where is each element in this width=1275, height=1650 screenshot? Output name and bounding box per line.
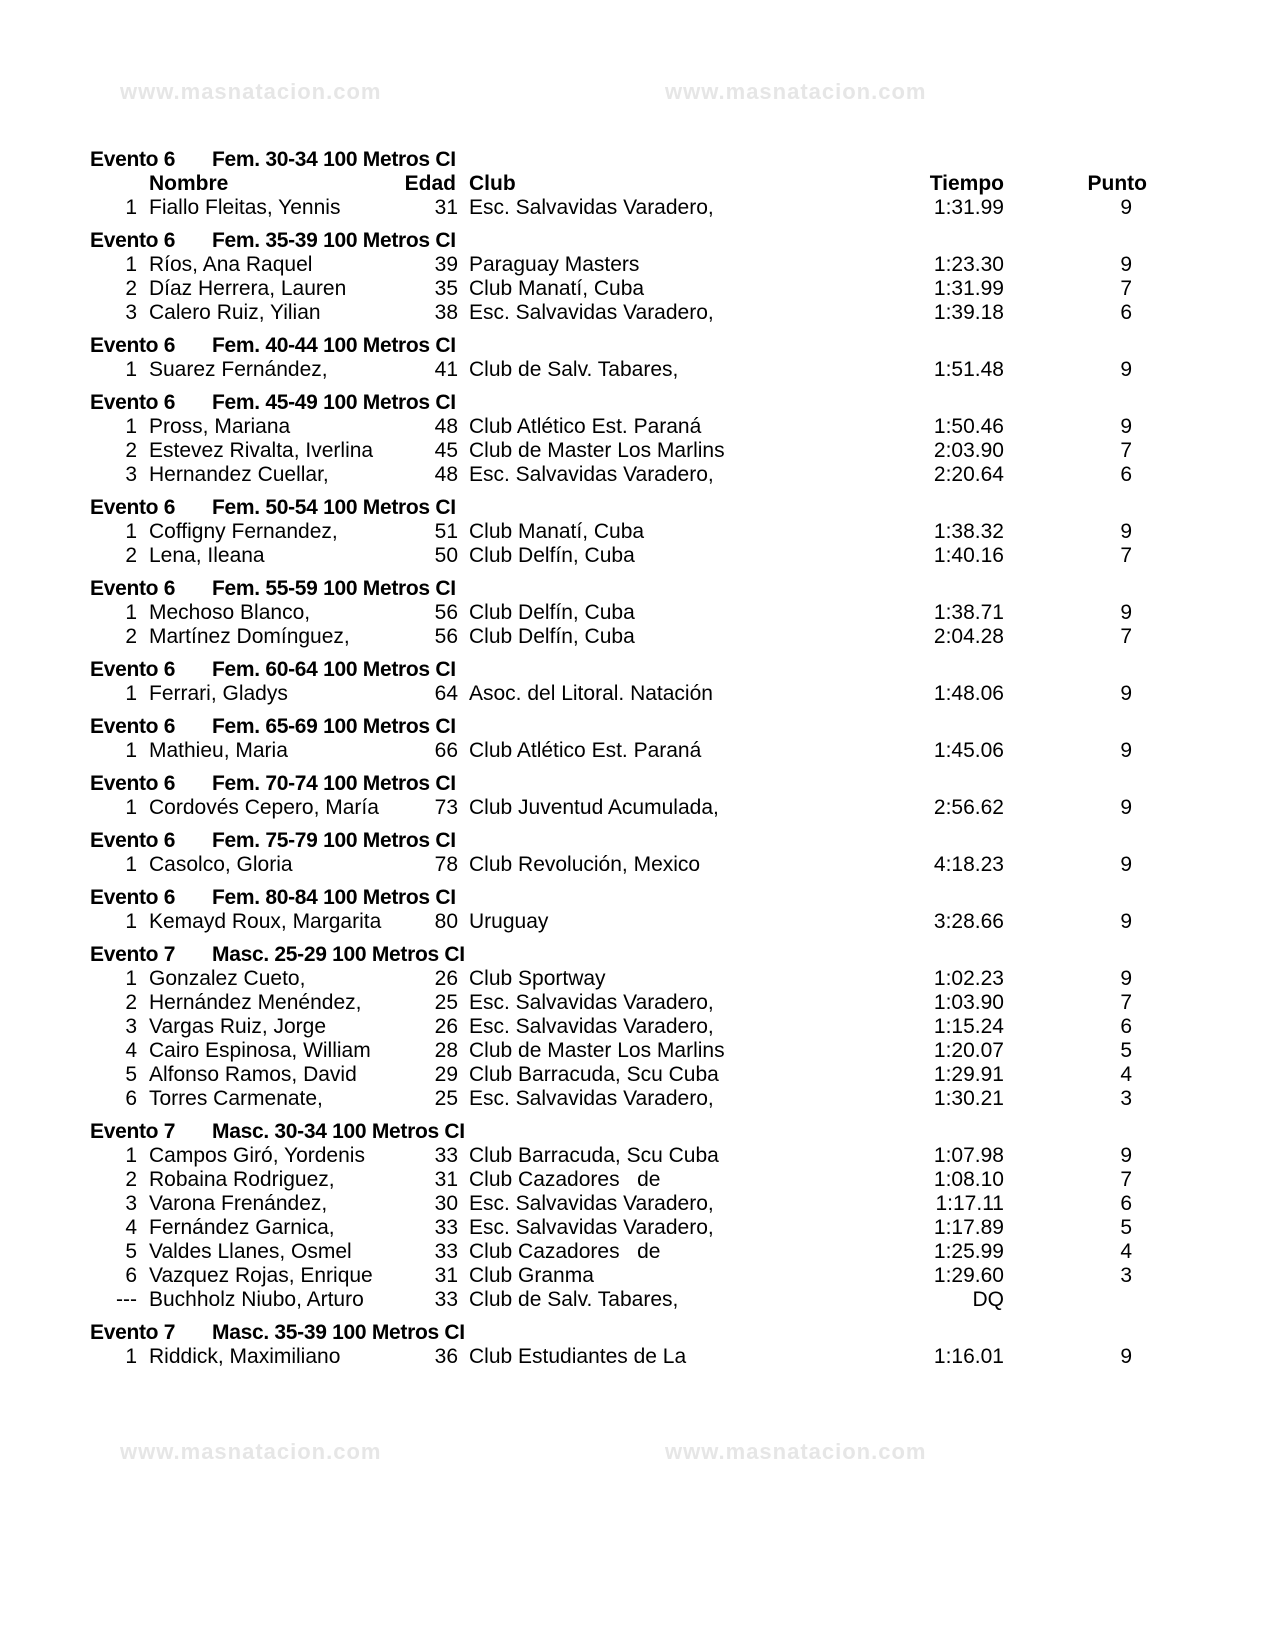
event-section	[90, 148, 1170, 220]
swimmer-name: Díaz Herrera, Lauren	[149, 277, 347, 300]
points: 5	[1120, 1039, 1132, 1062]
watermark: www.masnatacion.com	[665, 1439, 927, 1464]
result-row	[90, 1216, 1170, 1240]
age: 80	[434, 910, 458, 933]
result-row	[90, 991, 1170, 1015]
place: 6	[125, 1264, 137, 1287]
result-row	[90, 196, 1170, 220]
swimmer-name: Cordovés Cepero, María	[149, 796, 379, 819]
watermark: www.masnatacion.com	[120, 79, 382, 104]
points: 9	[1120, 253, 1132, 276]
event-section	[90, 391, 1170, 487]
time: 1:31.99	[933, 196, 1004, 219]
swimmer-name: Suarez Fernández,	[149, 358, 328, 381]
age: 29	[434, 1063, 458, 1086]
event-section	[90, 1321, 1170, 1369]
club: Club Granma	[469, 1264, 594, 1287]
time: 1:17.11	[935, 1192, 1004, 1215]
place: 1	[125, 1144, 137, 1167]
event-title: Fem. 60-64 100 Metros CI	[212, 658, 456, 681]
event-header	[90, 148, 1170, 172]
results-document	[90, 148, 1170, 1378]
swimmer-name: Gonzalez Cueto,	[149, 967, 306, 990]
event-section	[90, 715, 1170, 763]
result-row	[90, 301, 1170, 325]
event-number: Evento 7	[90, 943, 176, 966]
place: 2	[125, 544, 137, 567]
points: 9	[1120, 601, 1132, 624]
event-section	[90, 229, 1170, 325]
event-number: Evento 6	[90, 715, 176, 738]
result-row	[90, 544, 1170, 568]
event-title: Fem. 55-59 100 Metros CI	[212, 577, 456, 600]
result-row	[90, 682, 1170, 706]
place: 1	[125, 739, 137, 762]
age: 31	[434, 1168, 458, 1191]
time: 1:17.89	[933, 1216, 1004, 1239]
swimmer-name: Fiallo Fleitas, Yennis	[149, 196, 341, 219]
age: 50	[434, 544, 458, 567]
event-header	[90, 829, 1170, 853]
place: 4	[125, 1216, 137, 1239]
place: 1	[125, 520, 137, 543]
event-number: Evento 6	[90, 334, 176, 357]
event-title: Fem. 70-74 100 Metros CI	[212, 772, 456, 795]
place: 4	[125, 1039, 137, 1062]
points: 9	[1120, 520, 1132, 543]
swimmer-name: Buchholz Niubo, Arturo	[149, 1288, 364, 1311]
event-title: Fem. 40-44 100 Metros CI	[212, 334, 456, 357]
club: Club de Salv. Tabares,	[469, 1288, 679, 1311]
swimmer-name: Coffigny Fernandez,	[149, 520, 338, 543]
age: 38	[434, 301, 458, 324]
club: Club Revolución, Mexico	[469, 853, 701, 876]
place: 1	[125, 1345, 137, 1368]
event-header	[90, 943, 1170, 967]
age: 41	[434, 358, 458, 381]
age: 73	[434, 796, 458, 819]
time: 1:02.23	[933, 967, 1004, 990]
swimmer-name: Vazquez Rojas, Enrique	[149, 1264, 373, 1287]
result-row	[90, 1264, 1170, 1288]
event-title: Fem. 50-54 100 Metros CI	[212, 496, 456, 519]
place: 6	[125, 1087, 137, 1110]
time: 1:15.24	[933, 1015, 1004, 1038]
place: 1	[125, 853, 137, 876]
time: 2:20.64	[933, 463, 1004, 486]
swimmer-name: Mathieu, Maria	[149, 739, 288, 762]
result-row	[90, 1345, 1170, 1369]
points: 4	[1120, 1240, 1132, 1263]
points: 9	[1120, 1144, 1132, 1167]
time: 4:18.23	[933, 853, 1004, 876]
result-row	[90, 1063, 1170, 1087]
event-section	[90, 829, 1170, 877]
swimmer-name: Ríos, Ana Raquel	[149, 253, 313, 276]
time: 2:56.62	[933, 796, 1004, 819]
points: 9	[1120, 796, 1132, 819]
event-header	[90, 658, 1170, 682]
age: 45	[434, 439, 458, 462]
club: Esc. Salvavidas Varadero,	[469, 1216, 714, 1239]
points: 5	[1120, 1216, 1132, 1239]
column-headers	[90, 172, 1170, 196]
club: Club de Master Los Marlins	[469, 1039, 725, 1062]
event-number: Evento 6	[90, 658, 176, 681]
event-header	[90, 391, 1170, 415]
result-row	[90, 1168, 1170, 1192]
result-row	[90, 253, 1170, 277]
place: 2	[125, 1168, 137, 1191]
club: Club Delfín, Cuba	[469, 601, 635, 624]
place: 3	[125, 301, 137, 324]
place: 1	[125, 358, 137, 381]
age: 48	[434, 415, 458, 438]
time: DQ	[972, 1288, 1004, 1311]
event-header	[90, 577, 1170, 601]
place: 2	[125, 439, 137, 462]
points: 7	[1120, 625, 1132, 648]
event-header	[90, 496, 1170, 520]
club: Asoc. del Litoral. Natación	[469, 682, 713, 705]
place: 5	[125, 1063, 137, 1086]
result-row	[90, 1039, 1170, 1063]
points: 7	[1120, 277, 1132, 300]
time: 1:29.60	[933, 1264, 1004, 1287]
club: Paraguay Masters	[469, 253, 640, 276]
club: Club de Master Los Marlins	[469, 439, 725, 462]
age: 36	[434, 1345, 458, 1368]
points: 9	[1120, 967, 1132, 990]
event-header	[90, 1321, 1170, 1345]
swimmer-name: Varona Frenández,	[149, 1192, 328, 1215]
points: 7	[1120, 544, 1132, 567]
time: 1:45.06	[933, 739, 1004, 762]
points: 7	[1120, 991, 1132, 1014]
club: Esc. Salvavidas Varadero,	[469, 463, 714, 486]
club: Club Atlético Est. Paraná	[469, 415, 702, 438]
swimmer-name: Torres Carmenate,	[149, 1087, 323, 1110]
event-number: Evento 6	[90, 391, 176, 414]
result-row	[90, 796, 1170, 820]
place: 1	[125, 796, 137, 819]
club: Club Barracuda, Scu Cuba	[469, 1063, 719, 1086]
event-section	[90, 886, 1170, 934]
watermark: www.masnatacion.com	[120, 1439, 382, 1464]
result-row	[90, 520, 1170, 544]
club: Esc. Salvavidas Varadero,	[469, 1087, 714, 1110]
age: 56	[434, 625, 458, 648]
points: 9	[1120, 1345, 1132, 1368]
event-title: Fem. 80-84 100 Metros CI	[212, 886, 456, 909]
swimmer-name: Casolco, Gloria	[149, 853, 293, 876]
event-number: Evento 7	[90, 1120, 176, 1143]
time: 1:23.30	[933, 253, 1004, 276]
age: 28	[434, 1039, 458, 1062]
event-number: Evento 6	[90, 148, 176, 171]
time: 1:29.91	[933, 1063, 1004, 1086]
club: Club Cazadores de	[469, 1168, 661, 1191]
club: Club Manatí, Cuba	[469, 520, 645, 543]
swimmer-name: Martínez Domínguez,	[149, 625, 350, 648]
event-title: Fem. 30-34 100 Metros CI	[212, 148, 456, 171]
result-row	[90, 601, 1170, 625]
age: 48	[434, 463, 458, 486]
event-section	[90, 334, 1170, 382]
place: 1	[125, 967, 137, 990]
place: 5	[125, 1240, 137, 1263]
swimmer-name: Campos Giró, Yordenis	[149, 1144, 365, 1167]
age: 51	[434, 520, 458, 543]
swimmer-name: Pross, Mariana	[149, 415, 291, 438]
time: 3:28.66	[933, 910, 1004, 933]
place: 3	[125, 1015, 137, 1038]
club: Club Manatí, Cuba	[469, 277, 645, 300]
place: 1	[125, 601, 137, 624]
club: Club Sportway	[469, 967, 606, 990]
place: 1	[125, 910, 137, 933]
result-row	[90, 439, 1170, 463]
result-row	[90, 1288, 1170, 1312]
event-header	[90, 229, 1170, 253]
swimmer-name: Calero Ruiz, Yilian	[149, 301, 321, 324]
event-title: Masc. 35-39 100 Metros CI	[212, 1321, 465, 1344]
result-row	[90, 415, 1170, 439]
event-header	[90, 334, 1170, 358]
points: 9	[1120, 853, 1132, 876]
place: 2	[125, 991, 137, 1014]
result-row	[90, 1144, 1170, 1168]
age: 25	[434, 1087, 458, 1110]
points: 4	[1120, 1063, 1132, 1086]
column-header-name: Nombre	[149, 172, 229, 195]
place: 1	[125, 253, 137, 276]
place: 2	[125, 277, 137, 300]
age: 31	[434, 1264, 458, 1287]
event-number: Evento 6	[90, 829, 176, 852]
club: Club Delfín, Cuba	[469, 544, 635, 567]
age: 64	[434, 682, 458, 705]
event-number: Evento 7	[90, 1321, 176, 1344]
points: 9	[1120, 415, 1132, 438]
event-section	[90, 577, 1170, 649]
place: 1	[125, 196, 137, 219]
club: Esc. Salvavidas Varadero,	[469, 1015, 714, 1038]
points: 3	[1120, 1087, 1132, 1110]
swimmer-name: Mechoso Blanco,	[149, 601, 311, 624]
event-section	[90, 658, 1170, 706]
column-header-age: Edad	[404, 172, 456, 195]
points: 6	[1120, 463, 1132, 486]
time: 1:39.18	[933, 301, 1004, 324]
points: 6	[1120, 301, 1132, 324]
time: 1:51.48	[933, 358, 1004, 381]
age: 35	[434, 277, 458, 300]
age: 39	[434, 253, 458, 276]
points: 9	[1120, 196, 1132, 219]
event-section	[90, 772, 1170, 820]
result-row	[90, 1015, 1170, 1039]
club: Esc. Salvavidas Varadero,	[469, 1192, 714, 1215]
age: 25	[434, 991, 458, 1014]
result-row	[90, 1192, 1170, 1216]
event-title: Masc. 25-29 100 Metros CI	[212, 943, 465, 966]
points: 9	[1120, 739, 1132, 762]
event-section	[90, 1120, 1170, 1312]
age: 30	[434, 1192, 458, 1215]
place: ---	[116, 1288, 137, 1311]
points: 3	[1120, 1264, 1132, 1287]
result-row	[90, 358, 1170, 382]
age: 26	[434, 967, 458, 990]
swimmer-name: Lena, Ileana	[149, 544, 265, 567]
club: Club Estudiantes de La	[469, 1345, 687, 1368]
result-row	[90, 277, 1170, 301]
swimmer-name: Hernández Menéndez,	[149, 991, 362, 1014]
club: Uruguay	[469, 910, 549, 933]
points: 9	[1120, 358, 1132, 381]
age: 33	[434, 1288, 458, 1311]
result-row	[90, 1087, 1170, 1111]
time: 1:03.90	[933, 991, 1004, 1014]
event-number: Evento 6	[90, 886, 176, 909]
points: 9	[1120, 910, 1132, 933]
result-row	[90, 967, 1170, 991]
age: 56	[434, 601, 458, 624]
place: 3	[125, 463, 137, 486]
club: Esc. Salvavidas Varadero,	[469, 196, 714, 219]
time: 1:20.07	[933, 1039, 1004, 1062]
swimmer-name: Vargas Ruiz, Jorge	[149, 1015, 327, 1038]
time: 1:31.99	[933, 277, 1004, 300]
age: 78	[434, 853, 458, 876]
swimmer-name: Valdes Llanes, Osmel	[149, 1240, 352, 1263]
event-title: Fem. 35-39 100 Metros CI	[212, 229, 456, 252]
event-title: Fem. 45-49 100 Metros CI	[212, 391, 456, 414]
result-row	[90, 910, 1170, 934]
result-row	[90, 739, 1170, 763]
event-number: Evento 6	[90, 772, 176, 795]
event-section	[90, 496, 1170, 568]
points: 9	[1120, 682, 1132, 705]
club: Esc. Salvavidas Varadero,	[469, 301, 714, 324]
time: 1:48.06	[933, 682, 1004, 705]
time: 2:03.90	[933, 439, 1004, 462]
column-header-club: Club	[469, 172, 516, 195]
club: Club Juventud Acumulada,	[469, 796, 719, 819]
result-row	[90, 463, 1170, 487]
time: 1:38.32	[933, 520, 1004, 543]
event-section	[90, 943, 1170, 1111]
age: 66	[434, 739, 458, 762]
swimmer-name: Robaina Rodriguez,	[149, 1168, 335, 1191]
event-header	[90, 772, 1170, 796]
event-header	[90, 886, 1170, 910]
time: 1:08.10	[933, 1168, 1004, 1191]
event-number: Evento 6	[90, 496, 176, 519]
time: 1:38.71	[933, 601, 1004, 624]
time: 1:50.46	[933, 415, 1004, 438]
club: Club Atlético Est. Paraná	[469, 739, 702, 762]
event-title: Masc. 30-34 100 Metros CI	[212, 1120, 465, 1143]
club: Club Cazadores de	[469, 1240, 661, 1263]
event-title: Fem. 75-79 100 Metros CI	[212, 829, 456, 852]
place: 1	[125, 682, 137, 705]
points: 7	[1120, 439, 1132, 462]
event-title: Fem. 65-69 100 Metros CI	[212, 715, 456, 738]
column-header-points: Punto	[1087, 172, 1147, 195]
time: 1:30.21	[933, 1087, 1004, 1110]
club: Club de Salv. Tabares,	[469, 358, 679, 381]
column-header-time: Tiempo	[929, 172, 1004, 195]
swimmer-name: Riddick, Maximiliano	[149, 1345, 341, 1368]
club: Esc. Salvavidas Varadero,	[469, 991, 714, 1014]
points: 6	[1120, 1015, 1132, 1038]
result-row	[90, 853, 1170, 877]
club: Club Barracuda, Scu Cuba	[469, 1144, 719, 1167]
watermark: www.masnatacion.com	[665, 79, 927, 104]
time: 2:04.28	[933, 625, 1004, 648]
result-row	[90, 625, 1170, 649]
age: 26	[434, 1015, 458, 1038]
swimmer-name: Ferrari, Gladys	[149, 682, 288, 705]
time: 1:25.99	[933, 1240, 1004, 1263]
result-row	[90, 1240, 1170, 1264]
points: 7	[1120, 1168, 1132, 1191]
swimmer-name: Fernández Garnica,	[149, 1216, 335, 1239]
event-number: Evento 6	[90, 229, 176, 252]
swimmer-name: Kemayd Roux, Margarita	[149, 910, 382, 933]
age: 31	[434, 196, 458, 219]
swimmer-name: Estevez Rivalta, Iverlina	[149, 439, 374, 462]
swimmer-name: Cairo Espinosa, William	[149, 1039, 371, 1062]
place: 1	[125, 415, 137, 438]
place: 2	[125, 625, 137, 648]
place: 3	[125, 1192, 137, 1215]
swimmer-name: Hernandez Cuellar,	[149, 463, 329, 486]
event-number: Evento 6	[90, 577, 176, 600]
age: 33	[434, 1144, 458, 1167]
time: 1:16.01	[933, 1345, 1004, 1368]
time: 1:40.16	[933, 544, 1004, 567]
age: 33	[434, 1216, 458, 1239]
club: Club Delfín, Cuba	[469, 625, 635, 648]
swimmer-name: Alfonso Ramos, David	[149, 1063, 357, 1086]
points: 6	[1120, 1192, 1132, 1215]
event-header	[90, 715, 1170, 739]
event-header	[90, 1120, 1170, 1144]
time: 1:07.98	[933, 1144, 1004, 1167]
age: 33	[434, 1240, 458, 1263]
